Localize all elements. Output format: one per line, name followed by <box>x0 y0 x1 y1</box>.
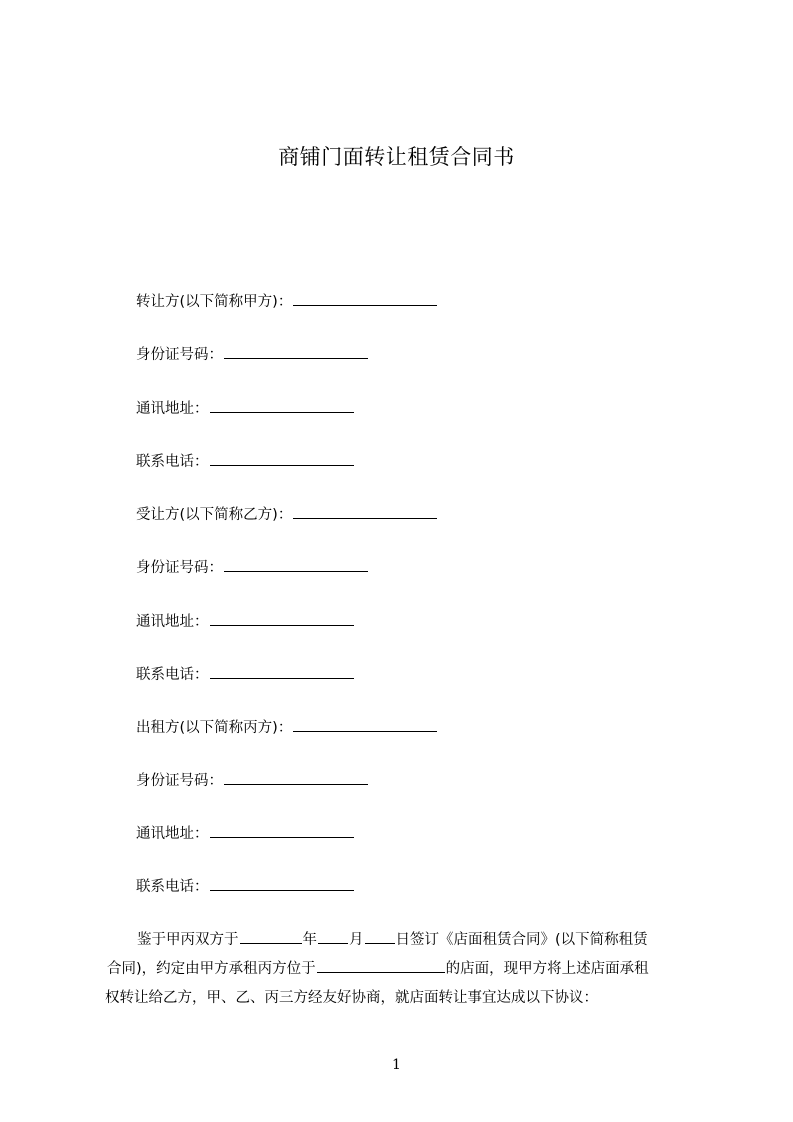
preamble-text-1: 鉴于甲丙双方于 <box>137 932 239 948</box>
preamble-line-2 <box>105 955 705 984</box>
transferee-blank <box>293 504 437 519</box>
day-blank <box>365 929 395 944</box>
transferor-address-label: 通讯地址： <box>136 401 209 417</box>
preamble-text-month: 月 <box>349 932 364 948</box>
preamble-text-4: 的店面，现甲方将上述店面承租 <box>445 961 649 977</box>
transferor-field <box>136 291 437 312</box>
transferor-id-label: 身份证号码： <box>136 347 223 363</box>
transferee-address-label: 通讯地址： <box>136 614 209 630</box>
transferor-blank <box>293 291 437 306</box>
lessor-id-field <box>136 770 368 791</box>
transferee-address-blank <box>210 611 354 626</box>
page-number: 1 <box>392 1057 401 1073</box>
preamble-text-3: 合同)，约定由甲方承租丙方位于 <box>107 961 316 977</box>
preamble-line-1 <box>105 926 705 955</box>
lessor-field <box>136 717 437 738</box>
lessor-blank <box>293 717 437 732</box>
transferor-id-blank <box>224 344 368 359</box>
transferor-address-blank <box>210 398 354 413</box>
preamble-paragraph <box>105 926 705 1013</box>
lessor-phone-blank <box>210 876 354 891</box>
month-blank <box>318 929 348 944</box>
transferee-label: 受让方(以下简称乙方)： <box>136 507 293 523</box>
transferor-id-field <box>136 344 368 365</box>
transferee-phone-blank <box>210 664 354 679</box>
transferor-address-field <box>136 398 354 419</box>
lessor-phone-field <box>136 876 354 897</box>
lessor-address-label: 通讯地址： <box>136 826 209 842</box>
transferee-id-label: 身份证号码： <box>136 560 223 576</box>
preamble-text-year: 年 <box>302 932 317 948</box>
document-title: 商铺门面转让租赁合同书 <box>278 145 515 169</box>
preamble-text-2: 日签订《店面租赁合同》(以下简称租赁 <box>395 932 648 948</box>
lessor-address-field <box>136 823 354 844</box>
transferor-label: 转让方(以下简称甲方)： <box>136 294 293 310</box>
lessor-label: 出租方(以下简称丙方)： <box>136 720 293 736</box>
year-blank <box>240 929 302 944</box>
transferee-phone-label: 联系电话： <box>136 667 209 683</box>
lessor-phone-label: 联系电话： <box>136 879 209 895</box>
transferor-phone-blank <box>210 451 354 466</box>
lessor-id-label: 身份证号码： <box>136 773 223 789</box>
transferor-phone-field <box>136 451 354 472</box>
transferee-phone-field <box>136 664 354 685</box>
transferee-id-field <box>136 557 368 578</box>
lessor-id-blank <box>224 770 368 785</box>
transferee-field <box>136 504 437 525</box>
shop-address-blank <box>317 958 445 973</box>
preamble-line-3: 权转让给乙方，甲、乙、丙三方经友好协商，就店面转让事宜达成以下协议： <box>105 990 598 1006</box>
transferor-phone-label: 联系电话： <box>136 454 209 470</box>
lessor-address-blank <box>210 823 354 838</box>
transferee-address-field <box>136 611 354 632</box>
transferee-id-blank <box>224 557 368 572</box>
